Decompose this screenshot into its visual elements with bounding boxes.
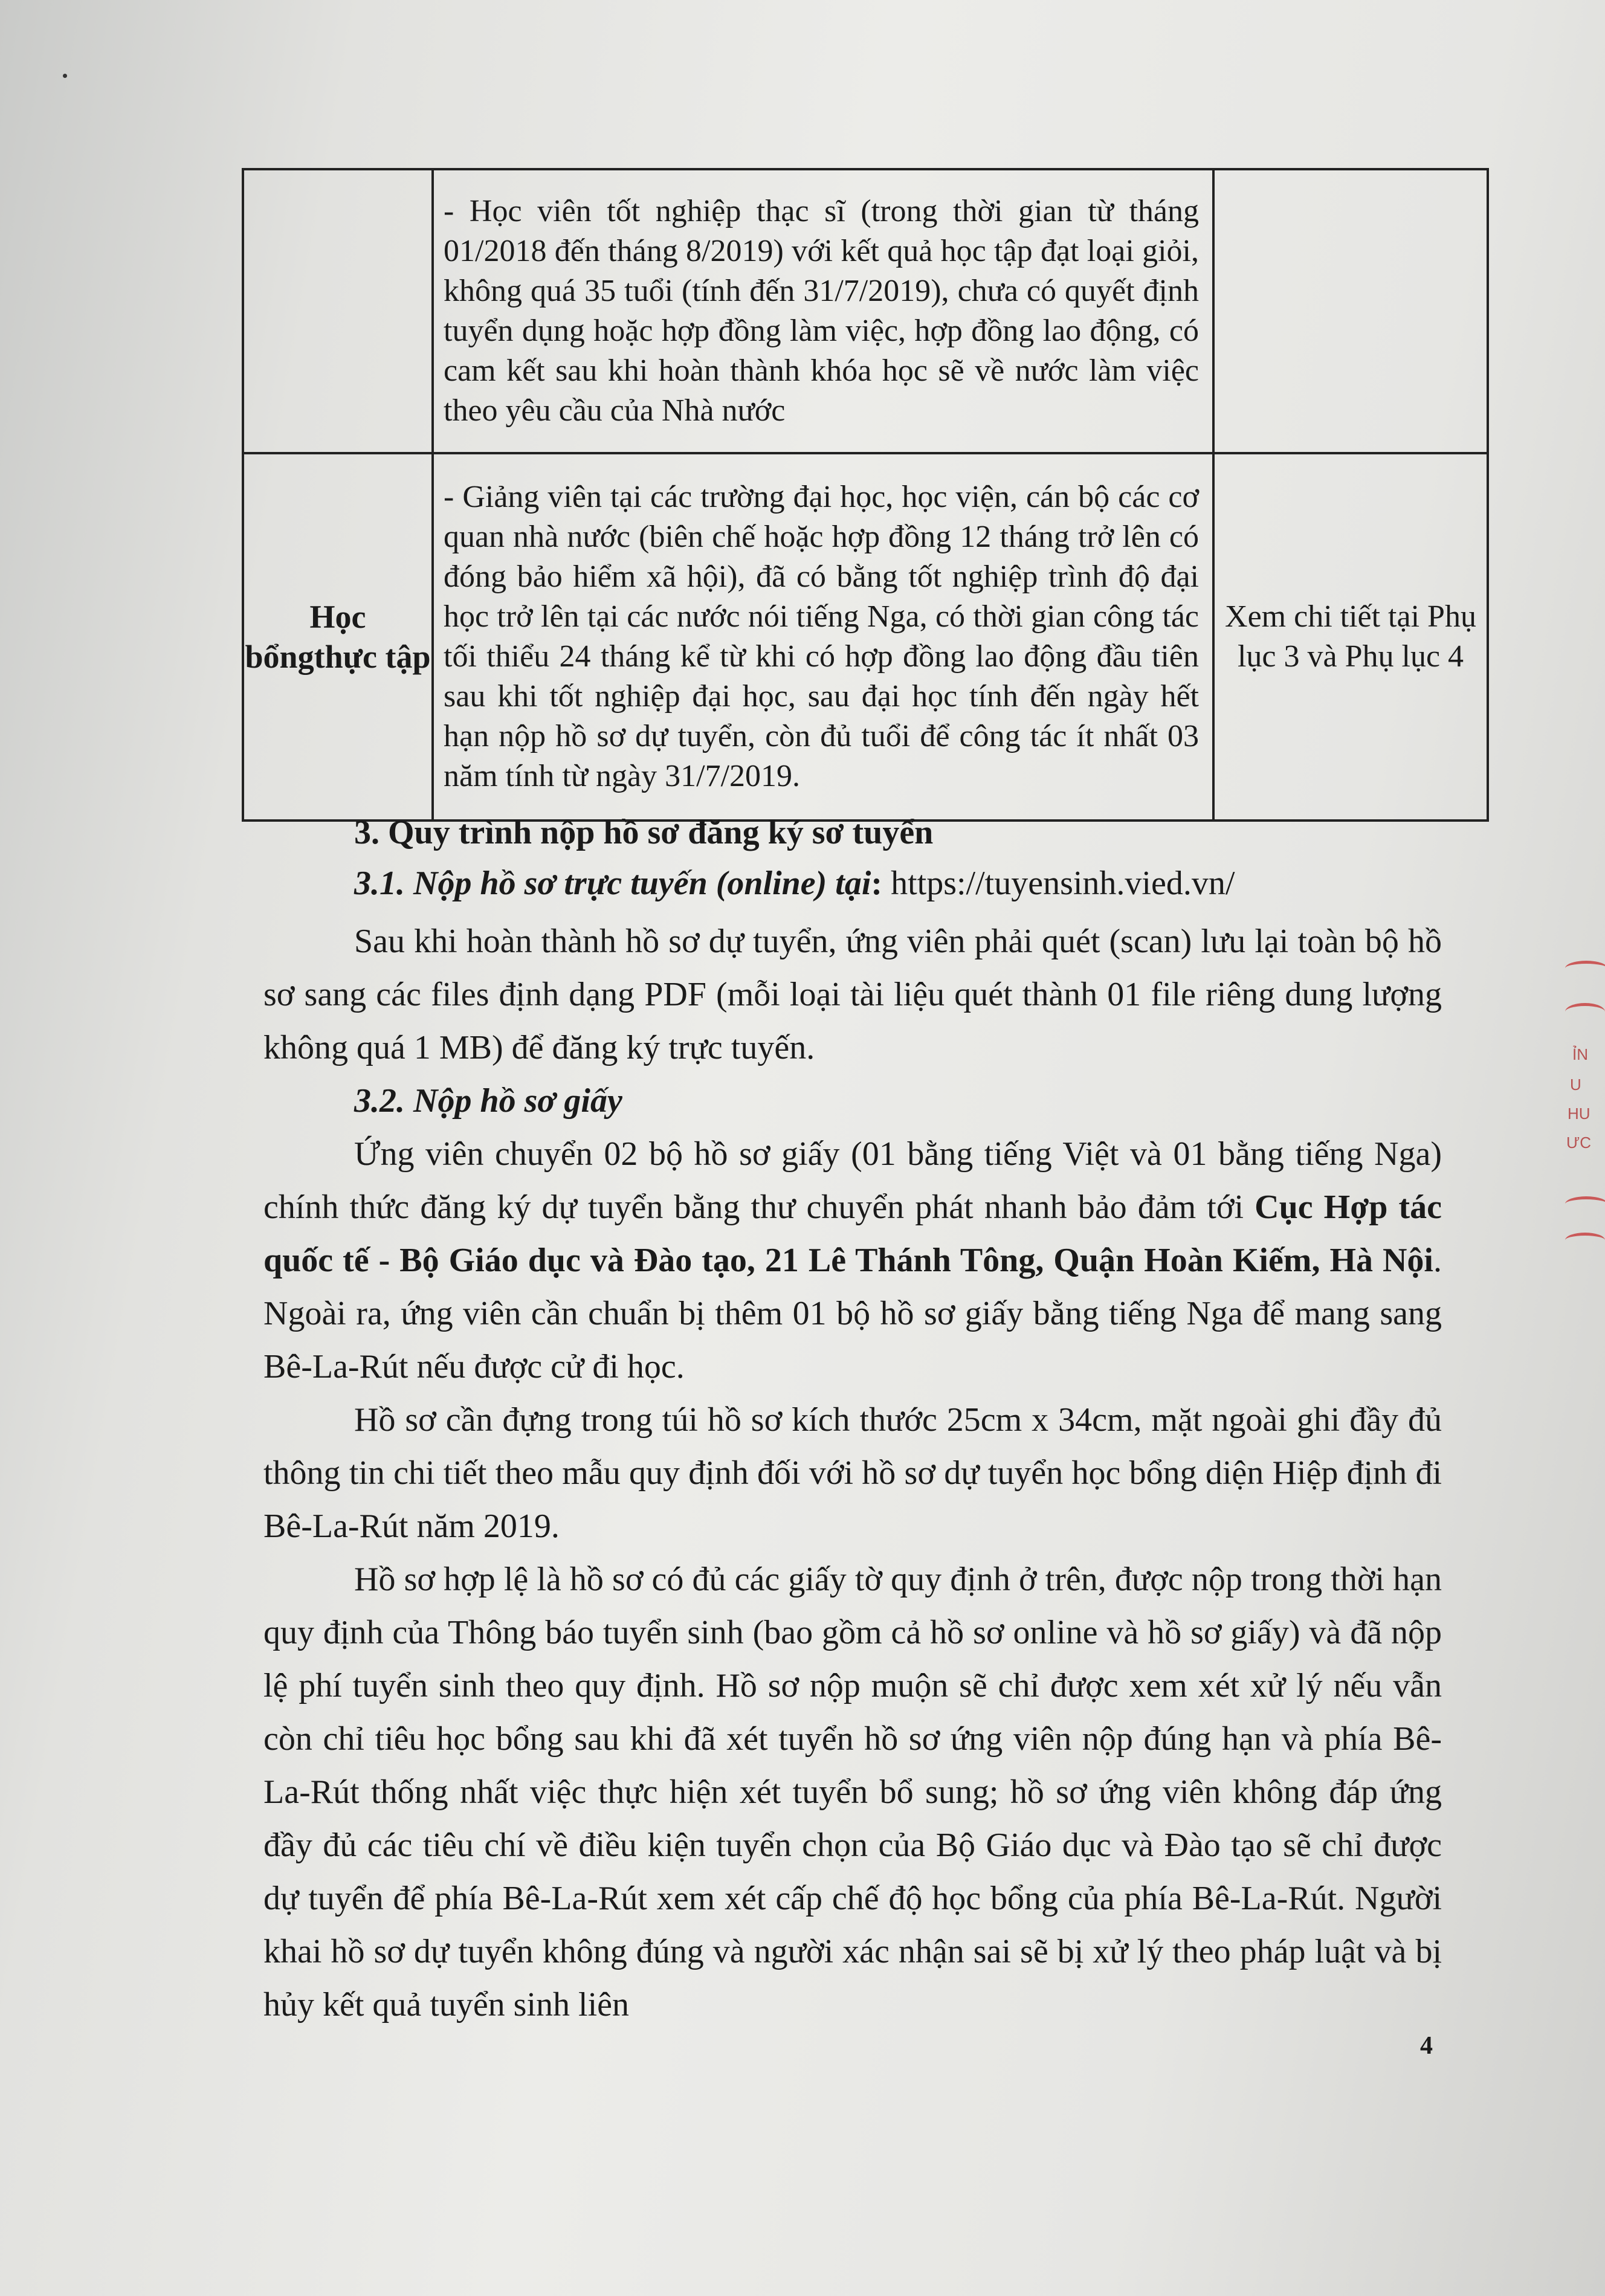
bleed-line: U — [1570, 1075, 1581, 1094]
stamp-bleed-mark — [1565, 1003, 1605, 1021]
table-cell-details: Xem chi tiết tại Phụ lục 3 và Phụ lục 4 — [1213, 453, 1488, 821]
table-row — [243, 453, 1488, 821]
table-cell-conditions: - Học viên tốt nghiệp thạc sĩ (trong thời gian từ tháng 01/2018 đến tháng 8/2019) với kết quả học tập đạt loại giỏi, không quá 35 tuổi (tính đến 31/7/2019), chưa có quyết định tuyển dụng hoặc hợp đồng làm việc, hợp đồng lao động, có cam kết sau khi hoàn thành khóa học sẽ về nước làm việc theo yêu cầu của Nhà nước — [433, 169, 1213, 453]
stamp-bleed-mark — [1565, 1233, 1605, 1248]
text: Ứng viên chuyển 02 bộ hồ sơ giấy (01 bằng tiếng Việt và 01 bằng tiếng Nga) chính thức đăng ký dự tuyển bằng thư chuyển phát nhanh bảo đảm tới — [263, 1135, 1442, 1226]
page-number: 4 — [1420, 2032, 1433, 2060]
subsection-heading-paper: 3.2. Nộp hồ sơ giấy — [354, 1082, 622, 1120]
bleed-through-text — [1558, 1045, 1605, 1166]
subsection-heading-online — [354, 864, 1235, 903]
scholarship-table — [242, 168, 1489, 822]
paragraph — [263, 1127, 1442, 1393]
url-text: https://tuyensinh.vied.vn/ — [882, 865, 1235, 902]
paragraph: Hồ sơ cần đựng trong túi hồ sơ kích thước 25cm x 34cm, mặt ngoài ghi đầy đủ thông tin chi tiết theo mẫu quy định đối với hồ sơ dự tuyển học bổng diện Hiệp định đi Bê-La-Rút năm 2019. — [263, 1401, 1442, 1545]
table-cell-details — [1213, 169, 1488, 453]
table-cell-type: Học bổngthực tập — [243, 453, 433, 821]
stamp-bleed-mark — [1565, 961, 1605, 976]
colon: : — [871, 865, 883, 902]
subsection-title: 3.1. Nộp hồ sơ trực tuyến (online) tại — [354, 865, 871, 902]
text: . Ngoài ra, ứng viên cần chuẩn bị thêm 01 bộ hồ sơ giấy bằng tiếng Nga để mang sang Bê-La-Rút nếu được cử đi học. — [263, 1242, 1442, 1385]
table-cell-conditions: - Giảng viên tại các trường đại học, học viện, cán bộ các cơ quan nhà nước (biên chế hoặc hợp đồng 12 tháng trở lên có đóng bảo hiểm xã hội), đã có bằng tốt nghiệp trình độ đại học trở lên tại các nước nói tiếng Nga, có thời gian công tác tối thiểu 24 tháng kể từ khi có hợp đồng lao động đầu tiên sau khi tốt nghiệp đại học, sau đại học tính đến ngày hết hạn nộp hồ sơ dự tuyển, còn đủ tuổi để công tác ít nhất 03 năm tính từ ngày 31/7/2019. — [433, 453, 1213, 821]
paragraph-paper — [263, 1127, 1442, 2031]
paragraph: Hồ sơ hợp lệ là hồ sơ có đủ các giấy tờ quy định ở trên, được nộp trong thời hạn quy định của Thông báo tuyển sinh (bao gồm cả hồ sơ online và hồ sơ giấy) và đã nộp lệ phí tuyển sinh theo quy định. Hồ sơ nộp muộn sẽ chỉ được xem xét xử lý nếu vẫn còn chỉ tiêu học bổng sau khi đã xét tuyển hồ sơ ứng viên nộp đúng hạn và phía Bê-La-Rút thống nhất việc thực hiện xét tuyển bổ sung; hồ sơ ứng viên không đáp ứng đầy đủ các tiêu chí về điều kiện tuyển chọn của Bộ Giáo dục và Đào tạo sẽ chỉ được dự tuyển để phía Bê-La-Rút xem xét cấp chế độ học bổng của phía Bê-La-Rút. Người khai hồ sơ dự tuyển không đúng và người xác nhận sai sẽ bị xử lý theo pháp luật và bị hủy kết quả tuyển sinh liên — [263, 1561, 1442, 2024]
bleed-line: HU — [1568, 1104, 1590, 1123]
paragraph: Sau khi hoàn thành hồ sơ dự tuyển, ứng viên phải quét (scan) lưu lại toàn bộ hồ sơ sang các files định dạng PDF (mỗi loại tài liệu quét thành 01 file riêng dung lượng không quá 1 MB) để đăng ký trực tuyến. — [263, 923, 1442, 1066]
address-bold: Cục Hợp tác quốc tế - Bộ Giáo dục và Đào tạo, 21 Lê Thánh Tông, Quận Hoàn Kiếm, Hà Nội — [263, 1188, 1442, 1279]
table-cell-type — [243, 169, 433, 453]
bleed-line: ƯC — [1566, 1133, 1591, 1152]
table-row — [243, 169, 1488, 453]
speck — [63, 74, 67, 78]
section-heading: 3. Quy trình nộp hồ sơ đăng ký sơ tuyển — [354, 814, 934, 851]
paragraph-online — [263, 915, 1442, 1074]
bleed-line: ỈN — [1572, 1045, 1588, 1063]
stamp-bleed-mark — [1565, 1196, 1605, 1211]
